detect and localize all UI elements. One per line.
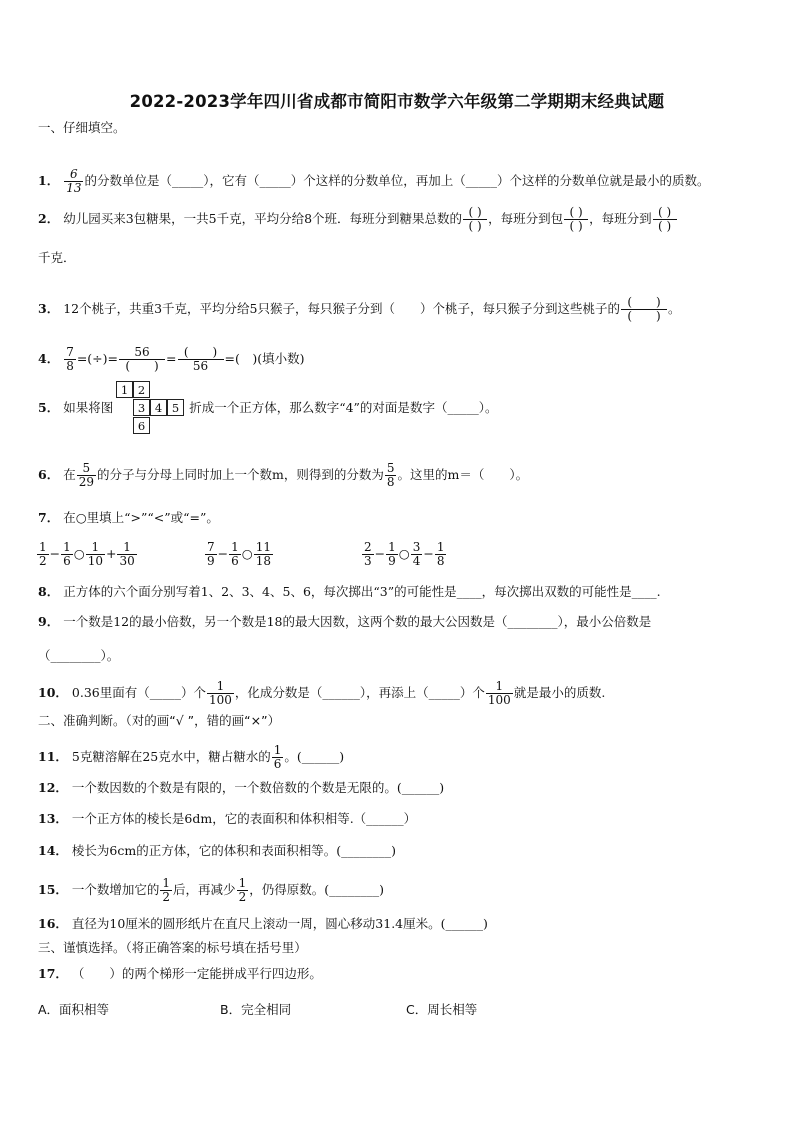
question-text: 正方体的六个面分别写着1、2、3、4、5、6，每次掷出“3”的可能性是____，每次掷出双数的可能性是____. [63,584,661,599]
fraction [272,744,284,771]
numerator: 3 [412,540,421,554]
question-9 [38,614,651,630]
numerator: ( ) [658,205,672,219]
fraction [37,541,49,568]
operator: + [105,546,117,561]
comparison-3 [361,541,447,568]
question-text: 折成一个正方体，那么数字“4”的对面是数字（_____）。 [189,400,498,415]
question-12 [38,780,444,796]
denominator: 6 [63,554,71,568]
question-number: 8． [38,584,60,599]
question-text: 。 [668,301,681,316]
answer-fraction-blank[interactable] [621,296,667,323]
numerator: 1 [436,540,445,554]
numerator: 1 [216,679,225,693]
denominator: 2 [238,890,247,904]
numerator: 5 [82,461,91,475]
question-number: 17． [38,966,68,981]
net-cell: 1 [116,381,133,398]
question-text: 后，再减少 [173,882,236,897]
denominator: 2 [39,554,47,568]
numerator: 56 [134,345,150,359]
question-14 [38,843,396,859]
fraction [229,541,241,568]
question-text: 12个桃子，共重3千克，平均分给5只猴子，每只猴子分到（ ）个桃子，每只猴子分到这些桃子的 [63,301,621,316]
numerator: 1 [388,540,396,554]
fraction [86,541,105,568]
option-b[interactable]: B．完全相同 [220,1002,292,1017]
numerator: 1 [231,540,239,554]
question-number: 16． [38,916,68,931]
question-13 [38,811,416,827]
question-text: 棱长为6cm的正方体，它的体积和表面积相等。(________) [71,843,396,858]
question-5 [38,400,497,416]
denominator: ( ) [621,309,667,323]
question-text: 一个数因数的个数是有限的，一个数倍数的个数是无限的。(______) [71,780,445,795]
compare-circle[interactable]: ○ [73,546,85,561]
comparison-2 [204,541,274,568]
question-number: 3． [38,301,60,316]
numerator: ( ) [569,205,583,219]
answer-fraction-blank[interactable] [463,206,487,233]
answer-fraction-blank[interactable] [564,206,588,233]
page-title: 2022-2023学年四川省成都市简阳市数学六年级第二学期期末经典试题 [129,92,665,111]
question-number: 4． [38,351,60,366]
denominator: 3 [364,554,372,568]
question-number: 5． [38,400,60,415]
question-text: 就是最小的质数. [513,685,606,700]
question-text: ，每班分到 [589,211,652,226]
fraction [61,541,73,568]
fraction [117,541,136,568]
question-number: 10． [38,685,68,700]
question-1 [38,168,709,195]
numerator: ( ) [627,295,661,309]
section-heading-true-false: 二、准确判断。（对的画“√ ”，错的画“×”） [38,713,281,728]
numerator: 5 [386,461,395,475]
question-text: 的分子与分母上同时加上一个数m，则得到的分数为 [96,467,384,482]
numerator: 1 [39,540,47,554]
numerator: 2 [364,540,372,554]
denominator: 56 [178,359,224,373]
denominator: ( ) [119,359,165,373]
option-a[interactable]: A．面积相等 [38,1002,110,1017]
section-heading-fill-blanks: 一、仔细填空。 [38,120,126,135]
denominator: 29 [78,475,94,489]
question-number: 15． [38,882,68,897]
numerator: 1 [495,679,504,693]
denominator: 6 [231,554,239,568]
question-2-continued: 千克． [38,250,76,265]
operator: − [217,546,229,561]
numerator: 1 [63,540,71,554]
question-text: 在 [63,467,76,482]
numerator: 1 [273,743,282,757]
fraction [386,541,398,568]
fraction [435,541,447,568]
question-text: 5克糖溶解在25克水中，糖占糖水的 [71,749,271,764]
question-text: 幼儿园买来3包糖果，一共5千克，平均分给8个班．每班分到糖果总数的 [63,211,463,226]
question-2 [38,206,678,233]
denominator: 9 [207,554,215,568]
denominator: 8 [436,554,445,568]
question-number: 12． [38,780,68,795]
numerator: 7 [66,345,74,359]
question-number: 7． [38,510,60,525]
question-text: 在○里填上“>”“<”或“=”。 [63,510,219,525]
fraction[interactable] [119,346,165,373]
fraction [411,541,423,568]
denominator: ( ) [564,219,588,233]
net-cell: 2 [133,381,150,398]
question-number: 13． [38,811,68,826]
denominator: 2 [162,890,171,904]
question-10 [38,680,605,707]
equation-part: = [166,351,177,366]
fraction [160,877,172,904]
question-text: ，化成分数是（______），再添上（_____）个 [234,685,485,700]
denominator: 13 [66,181,82,195]
net-cell: 6 [133,417,150,434]
denominator: 18 [255,554,271,568]
net-cell: 4 [150,399,167,416]
numerator: ( ) [468,205,482,219]
net-cell: 3 [133,399,150,416]
denominator: ( ) [463,219,487,233]
section-heading-multiple-choice: 三、谨慎选择。（将正确答案的标号填在括号里） [38,940,307,955]
fraction [385,462,397,489]
fraction [362,541,374,568]
fraction [64,168,83,195]
compare-circle[interactable]: ○ [241,546,253,561]
fraction [77,462,96,489]
denominator: 100 [487,693,511,707]
denominator: 30 [119,554,135,568]
denominator: 100 [208,693,232,707]
numerator: ( ) [183,345,218,359]
denominator: 4 [412,554,421,568]
denominator: 9 [388,554,396,568]
fraction [237,877,249,904]
answer-fraction-blank[interactable] [653,206,677,233]
question-text: 如果将图 [63,400,114,415]
question-number: 1． [38,173,60,188]
question-16 [38,916,488,932]
question-number: 9． [38,614,60,629]
question-text: 一个数是12的最小倍数，另一个数是18的最大因数，这两个数的最大公因数是（________），最小公倍数是 [63,614,652,629]
fraction [205,541,217,568]
question-9-continued: （________）。 [38,648,120,663]
comparison-1 [36,541,138,568]
operator: − [49,546,61,561]
question-text: 0.36里面有（_____）个 [71,685,206,700]
question-text: ，每班分到包 [488,211,564,226]
denominator: ( ) [653,219,677,233]
numerator: 1 [123,540,131,554]
fraction[interactable] [178,346,224,373]
question-number: 2． [38,211,60,226]
equation-part: =( )(填小数) [224,351,305,366]
question-number: 6． [38,467,60,482]
question-number: 11． [38,749,68,764]
fraction [207,680,234,707]
fraction [254,541,273,568]
cube-net-figure [116,381,190,435]
question-15 [38,877,384,904]
question-text: （ ）的两个梯形一定能拼成平行四边形。 [71,966,322,981]
question-text: 。(______) [284,749,345,764]
operator: − [423,546,434,561]
question-text: 。这里的m＝（ ）。 [397,467,529,482]
fraction [64,346,76,373]
question-8 [38,584,661,600]
denominator: 10 [87,554,103,568]
question-text: 直径为10厘米的圆形纸片在直尺上滚动一周，圆心移动31.4厘米。(______) [71,916,488,931]
numerator: 7 [207,540,215,554]
question-3 [38,296,681,323]
net-cell: 5 [167,399,184,416]
question-6 [38,462,528,489]
numerator: 11 [255,540,271,554]
question-number: 14． [38,843,68,858]
question-text: 一个正方体的棱长是6dm，它的表面积和体积相等.（______） [71,811,417,826]
denominator: 8 [66,359,74,373]
question-17 [38,966,322,982]
numerator: 6 [70,167,78,181]
question-text: ，仍得原数。(________) [249,882,384,897]
fraction [486,680,513,707]
question-11 [38,744,344,771]
compare-circle[interactable]: ○ [398,546,410,561]
question-text: 一个数增加它的 [71,882,160,897]
equation-part: =(÷)= [76,351,119,366]
operator: − [374,546,386,561]
numerator: 1 [91,540,100,554]
denominator: 8 [386,475,395,489]
numerator: 1 [238,876,247,890]
option-c[interactable]: C．周长相等 [406,1002,478,1017]
question-7 [38,510,219,526]
question-text: 的分数单位是（_____），它有（_____）个这样的分数单位，再加上（_____）个这样的分数单位就是最小的质数。 [84,173,710,188]
denominator: 6 [273,757,282,771]
numerator: 1 [162,876,171,890]
question-4 [38,346,304,373]
